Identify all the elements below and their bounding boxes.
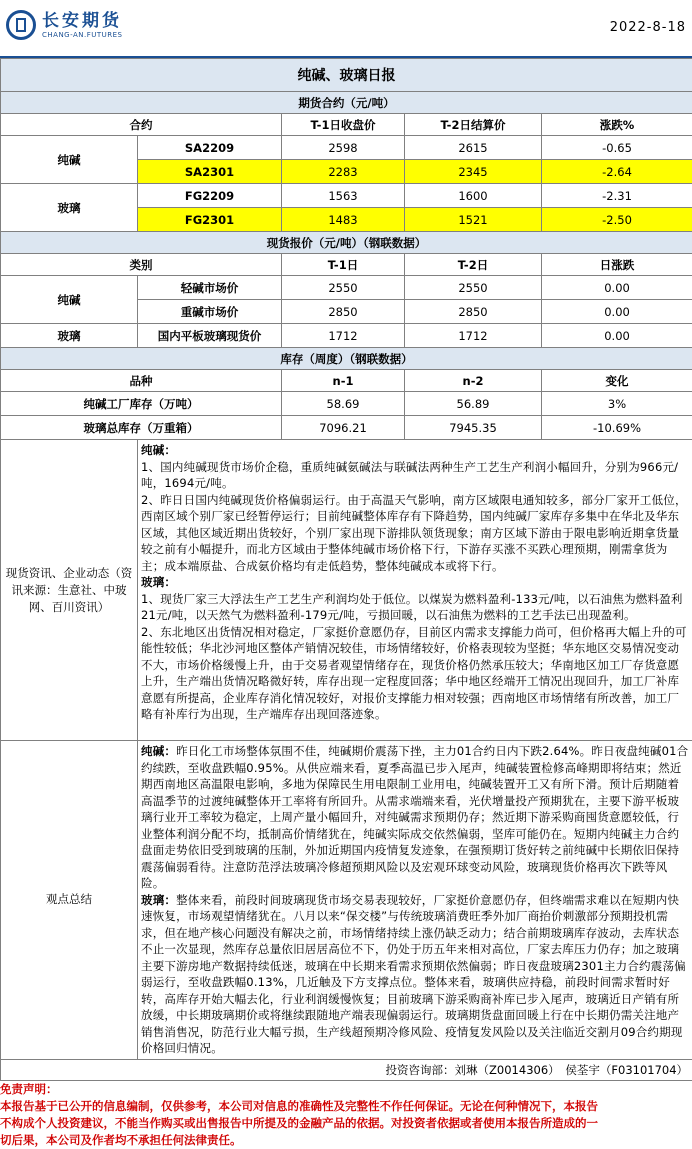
column-header: T-2日 [405,254,542,276]
views-lead: 玻璃： [141,893,176,907]
spot-t1: 2850 [282,300,405,324]
close-price: 2283 [282,160,405,184]
news-paragraph: 2、东北地区出货情况相对稳定，厂家挺价意愿仍存，目前区内需求支撑能力尚可，但价格再大幅上升的可能性较低；华北沙河地区整体产销情况较佳，市场情绪较好，价格表现较为坚挺；华东地区交易情况变动不大，市场价格缓慢上升，由于交易者观望情绪存在，现货价格仍然承压较大；华南地区加工厂存货意愿上升，生产端出货情况略微好转，库存出现一定程度回落；华中地区经端开工情况出现回升，加工厂补库意愿有所提高，企业库存消化情况较好，对报价支撑能力相对较强；西南地区市场情绪有所改善，加工厂略有补库行为出现，生产端库存出现回落迹象。 [141,624,689,723]
column-header: T-1日 [282,254,405,276]
column-header: 变化 [542,370,692,392]
inventory-n1: 7096.21 [282,416,405,440]
spot-change: 0.00 [542,276,692,300]
spot-change: 0.00 [542,324,692,348]
table-row [1,184,692,208]
section-row [1,92,692,114]
change-pct: -0.65 [542,136,692,160]
views-row [1,741,692,1060]
header-row [1,254,692,276]
views-text: 昨日化工市场整体氛围不佳，纯碱期价震荡下挫，主力01合约日内下跌2.64%。昨日夜盘纯碱01合约续跌，至收盘跌幅0.95%。从供应端来看，夏季高温已步入尾声，纯碱装置检修高峰期即将结束；然近期西南地区高温限电影响，多地为保障民生用电限制工业用电，纯碱装置开工又有所下滑。预计后期随着高温季节的过渡纯碱整体开工率将有所回升。从需求端端来看，光伏增量投产预期犹在，主要下游平板玻璃行业开工率较为稳定，上周产量小幅回升，对纯碱需求预期仍存；然近期下游采购商囤货意愿较低，行业整体利润分配不均，抵制高价情绪犹在，纯碱实际成交依然偏弱，坚库可能仍在。短期内纯碱主力合约盘面走势依旧受到玻璃的压制，外加近期国内疫情复发迹象，在强预期订货好转之前纯碱中长期依旧保持震荡偏弱看待。注意防范浮法玻璃冷修超预期风险以及宏观环球变动风险，玻璃现货价格再次下跌等风险。 [141,744,688,890]
settle-price: 2345 [405,160,542,184]
news-label: 现货资讯、企业动态（资讯来源：生意社、中玻网、百川资讯） [1,440,138,741]
table-row [1,416,692,440]
report-table [0,58,692,1081]
title-row [1,59,692,92]
contract-code: FG2209 [138,184,282,208]
column-header: 品种 [1,370,282,392]
column-header: 涨跌% [542,114,692,136]
news-heading: 纯碱： [141,442,689,459]
settle-price: 2615 [405,136,542,160]
inventory-item: 玻璃总库存（万重箱） [1,416,282,440]
logo-seal-icon [6,10,36,40]
table-row [1,324,692,348]
disclaimer-title: 免责声明： [0,1081,692,1098]
contract-code: SA2209 [138,136,282,160]
disclaimer-line: 不构成个人投资建议，不能当作购买或出售报告中所提及的金融产品的依据。对投资者依据或者使用本报告所造成的一 [0,1115,692,1132]
report-title: 纯碱、玻璃日报 [1,59,692,92]
report-body [0,56,692,1081]
product-name: 玻璃 [1,324,138,348]
product-name: 玻璃 [1,184,138,232]
product-name: 纯碱 [1,276,138,324]
spot-t1: 2550 [282,276,405,300]
column-header: 日涨跌 [542,254,692,276]
column-header: 类别 [1,254,282,276]
column-header: n-1 [282,370,405,392]
views-label: 观点总结 [1,741,138,1060]
news-heading: 玻璃： [141,574,689,591]
futures-section-title: 期货合约（元/吨） [1,92,692,114]
header-row [1,114,692,136]
report-header [0,0,692,56]
spot-change: 0.00 [542,300,692,324]
news-row [1,440,692,741]
inventory-section-title: 库存（周度）（钢联数据） [1,348,692,370]
views-text: 整体来看，前段时间玻璃现货市场交易表现较好，厂家挺价意愿仍存，但终端需求难以在短期内快速恢复，市场观望情绪犹在。八月以来“保交楼”与传统玻璃消费旺季外加厂商抬价刺激部分预期投机需求，但在地产核心问题没有解决之前，市场情绪持续上涨仍缺乏动力；结合前期玻璃库存波动，去库状态不止一次显现，然库存总量依旧居居高位不下，仍处于历五年来相对高位，厂家去库压力仍存；加之玻璃主要下游房地产数据持续低迷，玻璃在中长期来看需求预期依然偏弱；昨日夜盘玻璃2301主力合约震荡偏弱运行，至收盘跌幅0.13%，几近触及下方支撑点位。整体来看，玻璃供应持稳，前段时间需求暂时好转，高库存开始大幅去化，行业利润缓慢恢复；目前玻璃下游采购商补库已步入尾声，玻璃近日产销有所放缓，中长期玻璃期价或将继续跟随地产端表现偏弱运行。玻璃期货盘面回暖上行在中长期仍需关注地产销售消售况，防范行业大幅亏损，生产线超预期冷修风险、疫情复发风险以及关注临近交割月09合约期现价格回归情况。 [141,893,686,1056]
close-price: 2598 [282,136,405,160]
analyst-line: 投资咨询部：刘琳（Z0014306） 侯荃宇（F03101704） [1,1059,692,1080]
section-row [1,232,692,254]
disclaimer-line: 切后果，本公司及作者均不承担任何法律责任。 [0,1132,692,1149]
table-row [1,276,692,300]
spot-item: 重碱市场价 [138,300,282,324]
product-name: 纯碱 [1,136,138,184]
spot-t2: 1712 [405,324,542,348]
spot-section-title: 现货报价（元/吨）（钢联数据） [1,232,692,254]
inventory-change: -10.69% [542,416,692,440]
change-pct: -2.50 [542,208,692,232]
contract-code: FG2301 [138,208,282,232]
inventory-change: 3% [542,392,692,416]
spot-t2: 2850 [405,300,542,324]
report-date: 2022-8-18 [610,20,686,35]
inventory-n2: 7945.35 [405,416,542,440]
spot-t2: 2550 [405,276,542,300]
inventory-item: 纯碱工厂库存（万吨） [1,392,282,416]
change-pct: -2.64 [542,160,692,184]
views-paragraph [141,743,689,892]
contract-code: SA2301 [138,160,282,184]
inventory-n1: 58.69 [282,392,405,416]
news-paragraph: 2、昨日日国内纯碱现货价格偏弱运行。由于高温天气影响，南方区域限电通知较多，部分厂家开工低位，西南区域个别厂家已经暂停运行；目前纯碱整体库存有下降趋势，国内纯碱厂家库存多集中在华北及华东区域，其他区域近期出货较好，个别厂家出现下游排队领货现象；南方区域下游由于限电影响近期拿货量较之前有小幅提升，而北方区域由于整体纯碱市场价格下行，下游存买涨不买跌心理预期，刚需拿货为主；成本端原盐、合成氨价格均有走低趋势，整体纯碱成本或将下行。 [141,492,689,575]
spot-t1: 1712 [282,324,405,348]
column-header: n-2 [405,370,542,392]
views-content [138,741,692,1060]
column-header: 合约 [1,114,282,136]
news-content [138,440,692,741]
news-paragraph: 1、国内纯碱现货市场价企稳，重质纯碱氨碱法与联碱法两种生产工艺生产利润小幅回升，分别为966元/吨，1694元/吨。 [141,459,689,492]
column-header: T-2日结算价 [405,114,542,136]
news-paragraph: 1、现货厂家三大浮法生产工艺生产利润均处于低位。以煤炭为燃料盈利-133元/吨，以石油焦为燃料盈利21元/吨，以天然气为燃料盈利-179元/吨，亏损回暖，以石油焦为燃料的工艺手法已出现盈利。 [141,591,689,624]
disclaimer-line: 本报告基于已公开的信息编制，仅供参考，本公司对信息的准确性及完整性不作任何保证。无论在何种情况下，本报告 [0,1098,692,1115]
views-paragraph [141,892,689,1057]
table-row [1,392,692,416]
settle-price: 1600 [405,184,542,208]
views-lead: 纯碱： [141,744,176,758]
close-price: 1563 [282,184,405,208]
header-row [1,370,692,392]
column-header: T-1日收盘价 [282,114,405,136]
analyst-row [1,1059,692,1080]
section-row [1,348,692,370]
spot-item: 国内平板玻璃现货价 [138,324,282,348]
disclaimer [0,1081,692,1149]
close-price: 1483 [282,208,405,232]
company-logo [6,10,123,40]
table-row [1,136,692,160]
change-pct: -2.31 [542,184,692,208]
spot-item: 轻碱市场价 [138,276,282,300]
inventory-n2: 56.89 [405,392,542,416]
company-name-cn: 长安期货 [42,11,123,31]
company-name-en: CHANG-AN.FUTURES [42,31,123,39]
settle-price: 1521 [405,208,542,232]
